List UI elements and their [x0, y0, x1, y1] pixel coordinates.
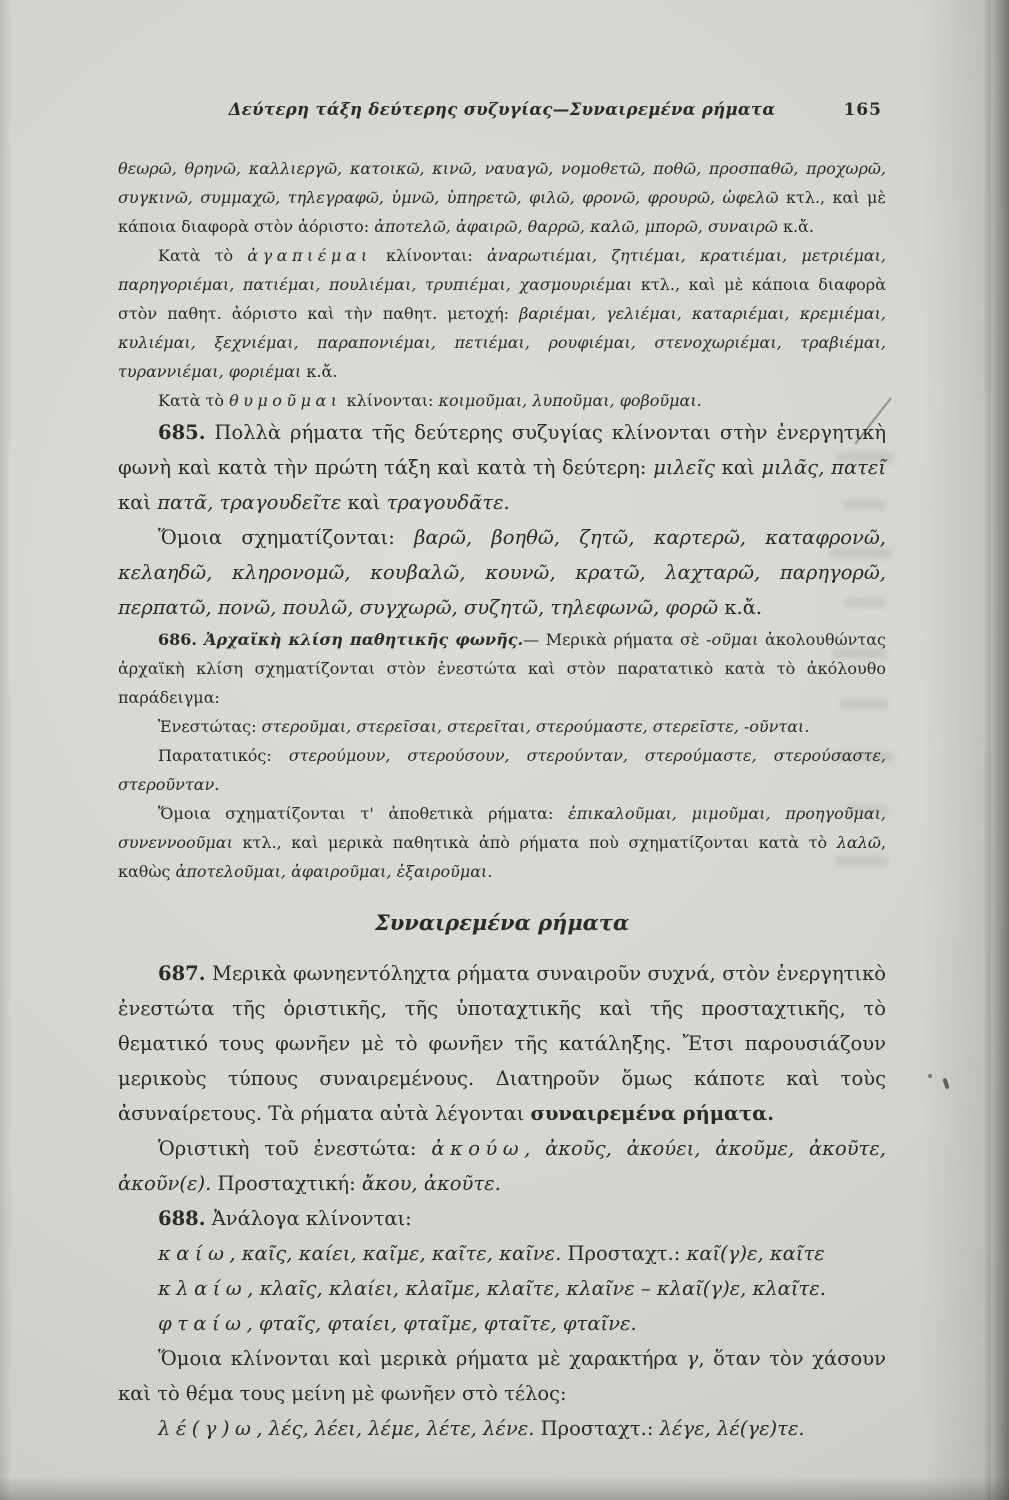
text-run: καὶ	[118, 491, 158, 514]
scan-gutter-shade	[921, 0, 991, 1500]
text-run: κτλ., καὶ μὲ κάποια διαφορὰ στὸν ἀόριστο:	[118, 188, 886, 236]
text-run: λέ(γ)ω	[158, 1417, 257, 1440]
page-text-column	[118, 100, 886, 1446]
text-run: , καθὼς	[118, 833, 887, 881]
page-content	[118, 154, 886, 1446]
paragraph	[118, 415, 886, 520]
text-run: στεροῦμαι, στερεῖσαι, στερεῖται, στερούμαστε, στερεῖστε, -οῦνται.	[261, 717, 810, 736]
text-run: Κατὰ τὸ	[158, 391, 230, 410]
text-run: βαριέμαι, γελιέμαι, καταριέμαι, κρεμιέμαι, κυλιέμαι, ξεχνιέμαι, παραπονιέμαι, πετιέμαι, ρουφιέμαι, στενοχωριέμαι, τραβιέμαι, τυραννιέμαι, φοριέμαι	[118, 304, 887, 381]
running-header	[118, 100, 886, 130]
text-run: ἀποτελῶ, ἀφαιρῶ, θαρρῶ, καλῶ, μπορῶ, συναιρῶ	[374, 217, 783, 236]
scan-edge-bottom	[0, 1476, 1009, 1500]
text-run: καῖ(γ)ε, καῖτε	[686, 1242, 825, 1265]
text-run: καίω	[158, 1242, 230, 1265]
text-run: Προσταχτική:	[211, 1172, 362, 1195]
paragraph	[118, 1306, 886, 1341]
paragraph	[118, 1236, 886, 1271]
text-run: κ.ἄ.	[306, 362, 338, 381]
text-run: κλίνονται:	[341, 391, 439, 410]
paragraph	[118, 956, 886, 1131]
running-header-title: Δεύτερη τάξη δεύτερης συζυγίας—Συναιρεμένα ρήματα	[228, 100, 776, 119]
text-run: Συναιρεμένα ρήματα	[374, 910, 630, 935]
text-run: Ὅμοια σχηματίζονται:	[158, 526, 415, 549]
text-run: κτλ., καὶ μὲ κάποια διαφορὰ στὸν παθητ. ἀόριστο καὶ τὴν παθητ. μετοχή:	[118, 275, 887, 323]
text-run: κτλ., καὶ μερικὰ παθητικὰ ἀπὸ ρήματα ποὺ σχηματίζονται κατὰ τὸ	[242, 833, 837, 852]
text-run: κλαίω	[158, 1277, 248, 1300]
text-run: κ.ἄ.	[782, 217, 814, 236]
text-run: Ὁριστικὴ τοῦ ἐνεστώτα:	[158, 1137, 432, 1160]
text-run: βαρῶ, βοηθῶ, ζητῶ, καρτερῶ, καταφρονῶ, κελαηδῶ, κληρονομῶ, κουβαλῶ, κουνῶ, κρατῶ, λαχταρῶ, παρηγορῶ, περπατῶ, πονῶ, πουλῶ, συγχωρῶ, συζητῶ, τηλεφωνῶ, φορῶ	[118, 526, 887, 619]
text-run: 688.	[158, 1207, 206, 1230]
text-run: — Μερικὰ ρήματα σὲ	[523, 630, 707, 649]
text-run: ἐπικαλοῦμαι, μιμοῦμαι, προηγοῦμαι, συνεννοοῦμαι	[118, 804, 886, 852]
text-run: θεωρῶ, θρηνῶ, καλλιεργῶ, κατοικῶ, κινῶ, ναυαγῶ, νομοθετῶ, ποθῶ, προσπαθῶ, προχωρῶ, συγκινῶ, συμμαχῶ, τηλεγραφῶ, ὑμνῶ, ὑπηρετῶ, φιλῶ, φρονῶ, φρουρῶ, ὠφελῶ	[118, 159, 886, 207]
text-run: Ἀνάλογα κλίνονται:	[205, 1207, 412, 1230]
text-run: Προσταχτ.:	[534, 1417, 660, 1440]
text-run: κλίνονται:	[371, 246, 488, 265]
paragraph	[118, 1271, 886, 1306]
text-run: λέγε, λέ(γε)τε.	[659, 1417, 805, 1440]
paragraph	[118, 241, 886, 386]
scan-edge-left	[0, 0, 12, 1500]
text-run: , λές, λέει, λέμε, λέτε, λένε.	[256, 1417, 535, 1440]
text-run: , ἀκοῦς, ἀκούει, ἀκοῦμε, ἀκοῦτε, ἀκοῦν(ε).	[118, 1137, 887, 1195]
paragraph	[118, 625, 886, 712]
scan-ink-speck	[928, 1074, 932, 1078]
text-run: καὶ	[714, 456, 762, 479]
text-run: συναιρεμένα ρήματα.	[530, 1102, 774, 1125]
paragraph	[118, 520, 886, 625]
text-run: , κλαῖς, κλαίει, κλαῖμε, κλαῖτε, κλαῖνε – κλαῖ(γ)ε, κλαῖτε.	[247, 1277, 826, 1300]
text-run: Μερικὰ φωνηεντόληχτα ρήματα συναιροῦν συχνά, στὸν ἐνεργητικὸ ἐνεστώτα τῆς ὁριστικῆς, τῆς ὑποταχτικῆς καὶ τῆς προσταχτικῆς, τὸ θεματικό τους φωνῆεν μὲ τὸ φωνῆεν τῆς κατάληξης. Ἔτσι παρουσιάζουν μερικοὺς τύπους συναιρεμένους. Διατηροῦν ὅμως κάποτε καὶ τοὺς ἀσυναίρετους. Τὰ ρήματα αὐτὰ λέγονται	[118, 962, 886, 1125]
text-run: ἀκολουθώντας ἀρχαϊκὴ κλίση σχηματίζονται στὸν ἐνεστώτα καὶ στὸν παρατατικὸ κατὰ τὸ ἀκόλουθο παράδειγμα:	[118, 630, 887, 707]
text-run: Κατὰ τὸ	[158, 246, 248, 265]
text-run: , φταῖς, φταίει, φταῖμε, φταῖτε, φταῖνε.	[246, 1312, 637, 1335]
section-heading	[118, 908, 886, 938]
text-run: τραγουδᾶτε.	[386, 491, 510, 514]
text-run: ἀποτελοῦμαι, ἀφαιροῦμαι, ἐξαιροῦμαι.	[175, 862, 493, 881]
text-run: , καῖς, καίει, καῖμε, καῖτε, καῖνε.	[229, 1242, 562, 1265]
text-run: μιλεῖς	[653, 456, 715, 479]
paragraph	[118, 712, 886, 741]
text-run: γ	[686, 1347, 699, 1370]
paragraph	[118, 386, 886, 415]
paragraph	[118, 1131, 886, 1201]
text-run: θυμοῦμαι	[229, 391, 342, 410]
paragraph	[118, 1201, 886, 1236]
text-run: Πολλὰ ρήματα τῆς δεύτερης συζυγίας κλίνονται στὴν ἐνεργητικὴ φωνὴ καὶ κατὰ τὴν πρώτη τάξη καὶ κατὰ τὴ δεύτερη:	[118, 421, 886, 479]
text-run: μιλᾶς, πατεῖ	[761, 456, 887, 479]
text-run: Ὅμοια σχηματίζονται τ' ἀποθετικὰ ρήματα:	[158, 804, 569, 823]
paragraph	[118, 741, 886, 799]
paragraph	[118, 154, 886, 241]
text-run: Ὅμοια κλίνονται καὶ μερικὰ ρήματα μὲ χαρακτήρα	[158, 1347, 687, 1370]
text-run: λαλῶ	[836, 833, 881, 852]
scan-edge-right	[983, 0, 1009, 1500]
text-run: φταίω	[158, 1312, 247, 1335]
paragraph	[118, 1411, 886, 1446]
text-run: Ἀρχαϊκὴ κλίση παθητικῆς φωνῆς.	[204, 630, 524, 649]
text-run: κ.ἄ.	[724, 596, 763, 619]
text-run: ἀναρωτιέμαι, ζητιέμαι, κρατιέμαι, μετριέμαι, παρηγοριέμαι, πατιέμαι, πουλιέμαι, τρυπιέμαι, χασμουριέμαι	[118, 246, 887, 294]
text-run: καὶ	[341, 491, 387, 514]
text-run: στερούμουν, στερούσουν, στερούνταν, στερούμαστε, στερούσαστε, στεροῦνταν.	[118, 746, 886, 794]
page-number: 165	[843, 100, 882, 120]
paragraph	[118, 799, 886, 886]
text-run: 686.	[158, 630, 205, 649]
text-run: πατᾶ, τραγουδεῖτε	[157, 491, 342, 514]
text-run: -οῦμαι	[706, 630, 766, 649]
text-run: ἀκούω	[431, 1137, 525, 1160]
text-run: Παρατατικός:	[158, 746, 289, 765]
text-run: 687.	[158, 962, 206, 985]
text-run: , ὅταν τὸν χάσουν καὶ τὸ θέμα τους μείνη μὲ φωνῆεν στὸ τέλος:	[118, 1347, 886, 1405]
text-run: Ἐνεστώτας:	[158, 717, 262, 736]
text-run: Προσταχτ.:	[561, 1242, 687, 1265]
text-run: ἄκου, ἀκοῦτε.	[361, 1172, 501, 1195]
text-run: 685.	[158, 421, 206, 444]
text-run: ἀγαπιέμαι	[247, 246, 372, 265]
text-run: κοιμοῦμαι, λυποῦμαι, φοβοῦμαι.	[438, 391, 702, 410]
paragraph	[118, 1341, 886, 1411]
